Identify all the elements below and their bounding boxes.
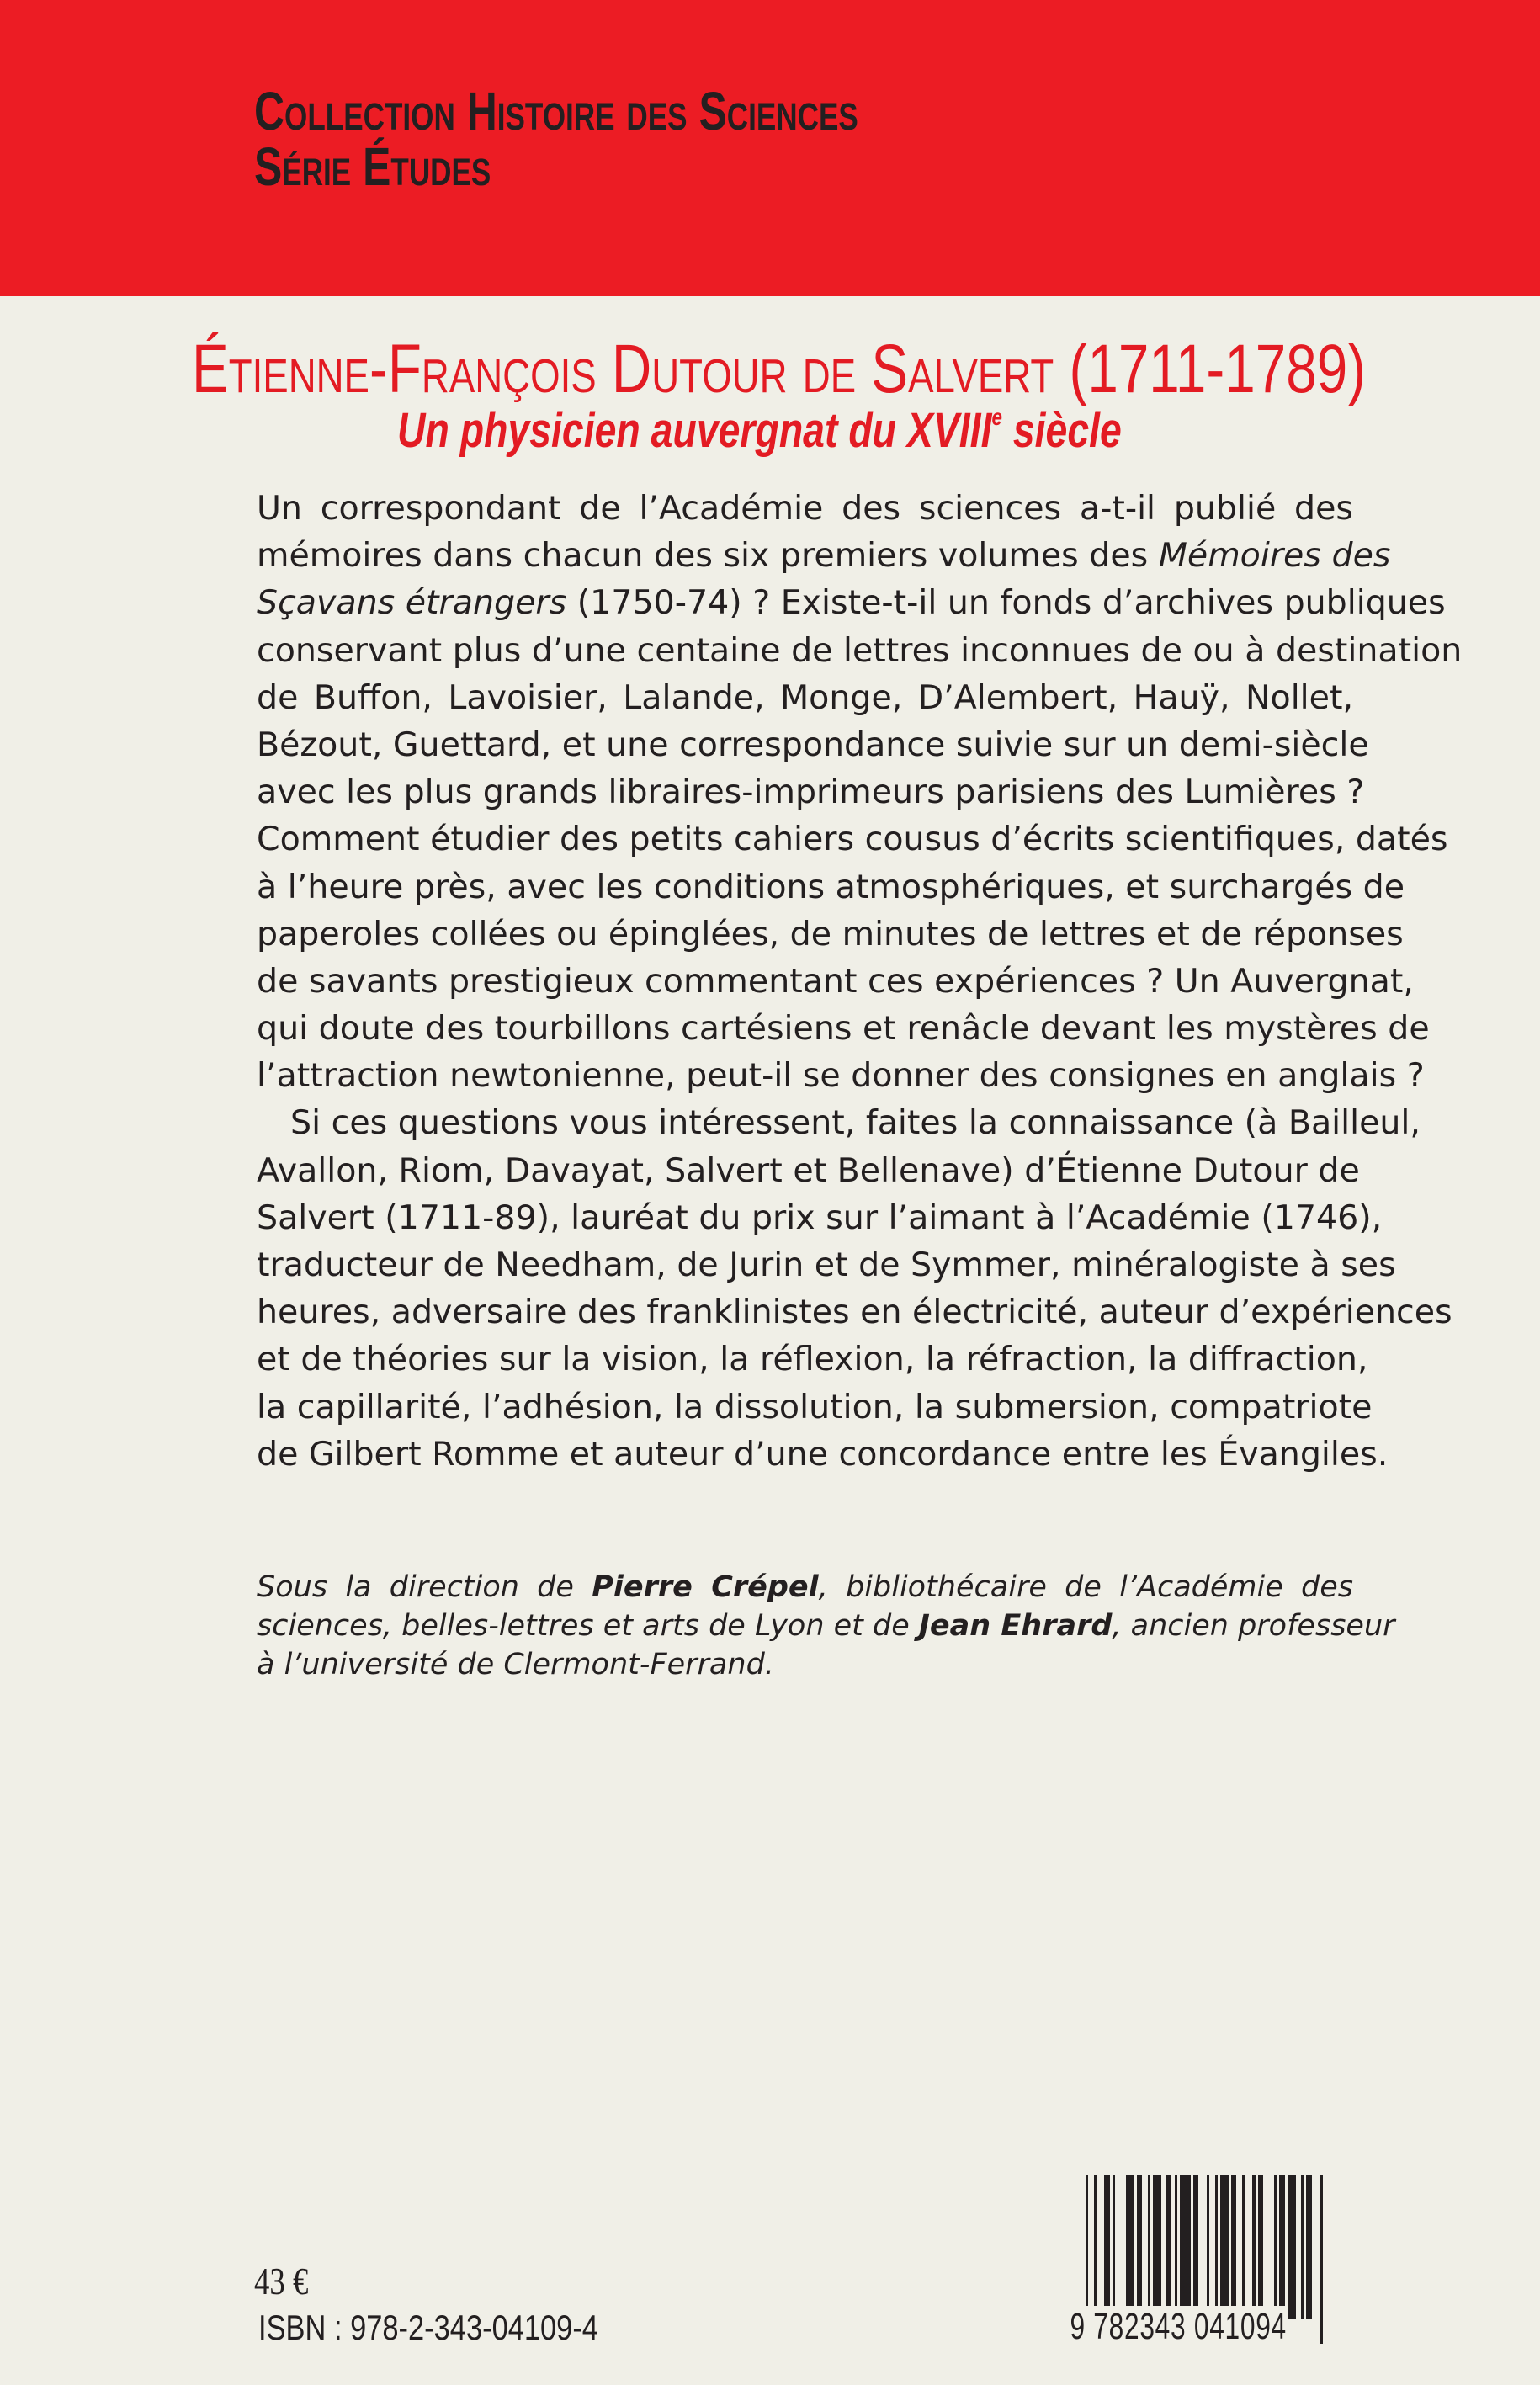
editor-name: Pierre Crépel: [592, 1570, 819, 1604]
barcode-bar: [1231, 2175, 1236, 2319]
text-line: [257, 1099, 1421, 1146]
text-line: [257, 1384, 1373, 1431]
text-line: [257, 768, 1365, 815]
text-segment: heures, adversaire des franklinistes en électricité, auteur d’expériences: [257, 1293, 1452, 1332]
barcode-bar: [1258, 2175, 1263, 2319]
text-segment: à l’heure près, avec les conditions atmosphériques, et surchargés de: [257, 867, 1405, 906]
barcode-bar: [1279, 2175, 1284, 2319]
barcode-bar: [1306, 2175, 1311, 2319]
text-line: [257, 1052, 1425, 1099]
barcode-bar: [1175, 2175, 1177, 2319]
text-segment: et de théories sur la vision, la réflexion, la réfraction, la diffraction,: [257, 1340, 1368, 1379]
barcode-bar: [1113, 2175, 1115, 2319]
text-segment: , ancien professeur: [1112, 1609, 1395, 1643]
text-line: [257, 1288, 1452, 1336]
barcode-bar: [1301, 2175, 1304, 2319]
text-line: [257, 1607, 1395, 1645]
price: 43 €: [254, 2260, 309, 2303]
barcode-digits: 9 782343 041094: [1070, 2306, 1287, 2347]
collection-banner: [0, 0, 1540, 296]
barcode-bar: [1126, 2175, 1134, 2319]
text-segment: Mémoires des: [1158, 536, 1391, 576]
text-line: [257, 674, 1353, 721]
text-segment: Si ces questions vous intéressent, faites la connaissance (à Bailleul,: [290, 1103, 1421, 1143]
barcode-bar: [1153, 2175, 1161, 2319]
barcode-bar: [1180, 2175, 1191, 2319]
text-line: [257, 579, 1446, 626]
text-segment: Un correspondant de l’Académie des sciences a-t-il publié des: [257, 489, 1353, 528]
text-segment: de savants prestigieux commentant ces expériences ? Un Auvergnat,: [257, 961, 1414, 1001]
text-segment: (1750-74) ? Existe-t-il un fonds d’archives publiques: [566, 583, 1446, 623]
text-segment: Sçavans étrangers: [257, 583, 567, 623]
text-line: [257, 1194, 1383, 1241]
text-line: [257, 1568, 1353, 1607]
text-segment: la capillarité, l’adhésion, la dissolution, la submersion, compatriote: [257, 1387, 1373, 1426]
text-line: [257, 911, 1404, 958]
text-line: [257, 1241, 1396, 1288]
text-segment: de Gilbert Romme et auteur d’une concordance entre les Évangiles.: [257, 1434, 1389, 1474]
text-segment: à l’université de Clermont-Ferrand.: [257, 1648, 774, 1681]
text-line: [257, 627, 1463, 674]
text-segment: Bézout, Guettard, et une correspondance suivie sur un demi-siècle: [257, 725, 1369, 764]
text-segment: mémoires dans chacun des six premiers volumes des: [257, 536, 1159, 576]
blurb-text: [257, 485, 1463, 1478]
text-segment: conservant plus d’une centaine de lettres inconnues de ou à destination: [257, 630, 1463, 670]
book-subtitle: [397, 403, 1122, 458]
barcode-bar: [1104, 2175, 1109, 2319]
text-line: [257, 863, 1405, 911]
text-segment: , bibliothécaire de l’Académie des: [818, 1570, 1353, 1604]
text-segment: Comment étudier des petits cahiers cousus d’écrits scientifiques, datés: [257, 820, 1448, 859]
text-segment: Sous la direction de: [257, 1570, 592, 1604]
barcode-bar: [1288, 2175, 1296, 2319]
collection-name: Collection Histoire des Sciences: [254, 81, 858, 141]
subtitle-end: siècle: [1001, 403, 1122, 458]
barcode-bar: [1320, 2175, 1322, 2344]
text-line: [257, 1005, 1430, 1052]
text-line: [257, 721, 1369, 768]
text-segment: Salvert (1711-89), lauréat du prix sur l’aimant à l’Académie (1746),: [257, 1198, 1383, 1237]
text-line: [257, 1645, 1353, 1684]
text-line: [257, 1431, 1389, 1478]
text-line: [257, 1147, 1360, 1194]
series-name: Série Études: [254, 136, 491, 197]
text-segment: avec les plus grands libraires-imprimeurs parisiens des Lumières ?: [257, 773, 1365, 812]
barcode-bar: [1274, 2175, 1277, 2319]
text-segment: de Buffon, Lavoisier, Lalande, Monge, D’Alembert, Hauÿ, Nollet,: [257, 677, 1353, 717]
barcode-bar: [1137, 2175, 1142, 2319]
editors-credit: [257, 1568, 1395, 1684]
barcode-bar: [1193, 2175, 1198, 2319]
barcode-bar: [1166, 2175, 1171, 2319]
subtitle-superscript: e: [991, 404, 1002, 430]
text-line: [257, 958, 1414, 1005]
text-line: [257, 1336, 1368, 1383]
barcode-bar: [1242, 2175, 1245, 2319]
text-segment: l’attraction newtonienne, peut-il se donner des consignes en anglais ?: [257, 1056, 1425, 1096]
text-line: [257, 485, 1353, 532]
text-segment: paperoles collées ou épinglées, de minutes de lettres et de réponses: [257, 914, 1404, 953]
text-segment: Avallon, Riom, Davayat, Salvert et Bellenave) d’Étienne Dutour de: [257, 1150, 1360, 1190]
book-title: Étienne-François Dutour de Salvert (1711-1789): [192, 331, 1367, 407]
text-line: [257, 532, 1391, 579]
text-segment: qui doute des tourbillons cartésiens et renâcle devant les mystères de: [257, 1009, 1430, 1049]
isbn: ISBN : 978-2-343-04109-4: [258, 2308, 598, 2347]
text-segment: traducteur de Needham, de Jurin et de Symmer, minéralogiste à ses: [257, 1246, 1396, 1284]
barcode-bar: [1148, 2175, 1150, 2319]
text-line: [257, 815, 1448, 863]
text-segment: sciences, belles-lettres et arts de Lyon et de: [257, 1609, 919, 1643]
barcode-bar: [1252, 2175, 1255, 2319]
editor-name: Jean Ehrard: [918, 1609, 1113, 1643]
barcode-bar: [1220, 2175, 1229, 2319]
subtitle-text: Un physicien auvergnat du XVIII: [397, 403, 992, 458]
